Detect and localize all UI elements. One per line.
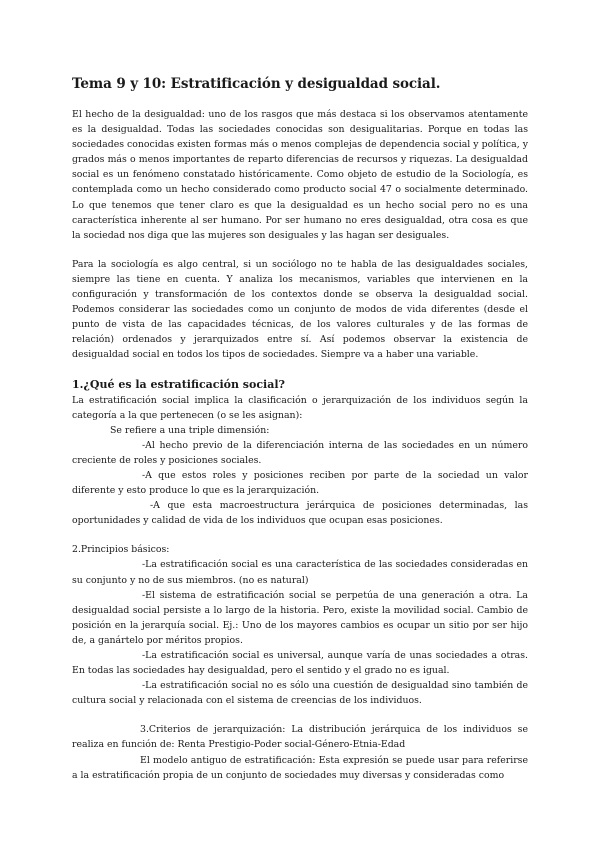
model-paragraph: El modelo antiguo de estratificación: Esta expresión se puede usar para referirse a la estratificación propia de un conjunto de sociedades muy diversas y consideradas como	[72, 754, 528, 781]
principle-item: -La estratificación social es una característica de las sociedades consideradas en su conjunto y no de sus miembros. (no es natural)	[72, 559, 528, 586]
definition-paragraph: La estratificación social implica la clasificación o jerarquización de los individuos según la categoría a la que pertenecen (o se les asignan):	[72, 394, 528, 421]
intro-paragraph: Para la sociología es algo central, si un sociólogo no te habla de las desigualdades sociales, siempre las tiene en cuenta. Y analiza los mecanismos, variables que intervienen en la configuración y transformación de los contextos donde se observa la desigualdad social. Podemos considerar las sociedades como un conjunto de modos de vida diferentes (desde el punto de vista de las capacidades técnicas, de los valores culturales y de las formas de relación) ordenados y jerarquizados entre sí. Así podemos observar la existencia de desigualdad social en todos los tipos de sociedades. Siempre va a haber una variable.	[72, 258, 528, 361]
section-heading: 1.¿Qué es la estratificación social?	[72, 377, 285, 391]
principle-item: -La estratificación social es universal, aunque varía de unas sociedades a otras. En todas las sociedades hay desigualdad, pero el sentido y el grado no es igual.	[72, 650, 528, 677]
document-body	[72, 107, 528, 783]
principle-item: -La estratificación social no es sólo una cuestión de desigualdad sino también de cultura social y relacionada con el sistema de creencias de los individuos.	[72, 680, 528, 707]
page-title: Tema 9 y 10: Estratificación y desigualdad social.	[72, 76, 441, 92]
dimension-item: -A que esta macroestructura jerárquica de posiciones determinadas, las oportunidades y calidad de vida de los individuos que ocupan esas posiciones.	[72, 500, 528, 527]
dimension-item: -A que estos roles y posiciones reciben por parte de la sociedad un valor diferente y esto produce lo que es la jerarquización.	[72, 469, 528, 497]
criteria-paragraph: 3.Criterios de jerarquización: La distribución jerárquica de los individuos se realiza en función de: Renta Prestigio-Poder social-Género-Etnia-Edad	[72, 724, 528, 751]
dimension-item: -Al hecho previo de la diferenciación interna de las sociedades en un número creciente de roles y posiciones sociales.	[72, 439, 528, 466]
section-heading: 2.Principios básicos:	[72, 544, 170, 556]
intro-paragraph: El hecho de la desigualdad: uno de los rasgos que más destaca si los observamos atentamente es la desigualdad. Todas las sociedades conocidas son desigualitarias. Porque en todas las sociedades conocidas existen formas más o menos complejas de dependencia social y política, y grados más o menos importantes de reparto diferencias de recursos y riquezas. La desigualdad social es un fenómeno constatado históricamente. Como objeto de estudio de la Sociología, es contemplada como un hecho considerado como producto social 47 o socialmente determinado. Lo que tenemos que tener claro es que la desigualdad es un hecho social pero no es una característica inherente al ser humano. Por ser humano no eres desigualdad, otra cosa es que la sociedad nos diga que las mujeres son desiguales y las hagan ser desiguales.	[72, 109, 528, 241]
dimension-intro: Se refiere a una triple dimensión:	[110, 424, 270, 436]
principle-item: -El sistema de estratificación social se perpetúa de una generación a otra. La desigualdad social persiste a lo largo de la historia. Pero, existe la movilidad social. Cambio de posición en la jerarquía social. Ej.: Uno de los mayores cambios es ocupar un sitio por ser hijo de, a ganártelo por méritos propios.	[72, 589, 528, 646]
